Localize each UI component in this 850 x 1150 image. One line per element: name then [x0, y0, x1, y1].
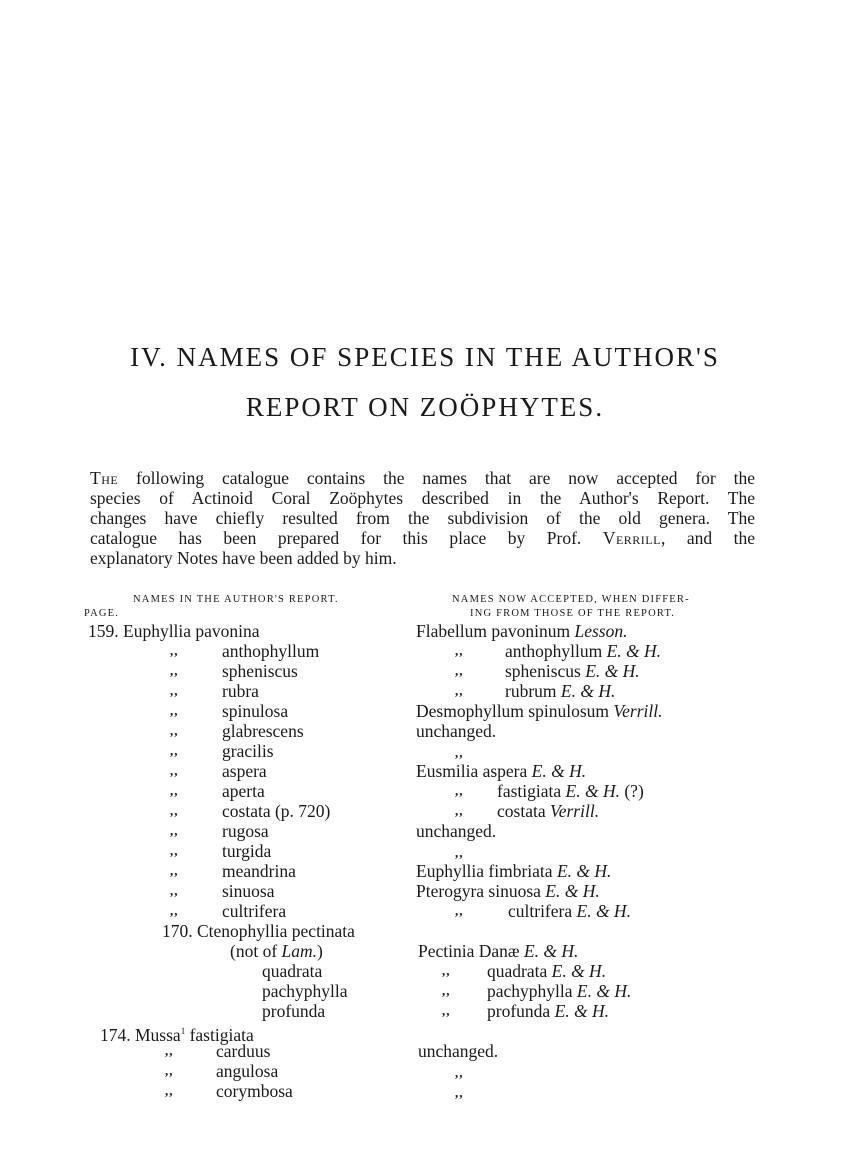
- species-name: Desmophyllum spinulosum: [416, 701, 614, 721]
- species-name: anthophyllum: [505, 641, 607, 661]
- intro-line-4-text-a: catalogue has been prepared for this place by Prof.: [90, 528, 603, 548]
- right-entry: [508, 901, 631, 921]
- ditto-mark: ,,: [165, 1043, 174, 1058]
- authority: E. & H.: [576, 981, 632, 1001]
- ditto-mark: ,,: [455, 845, 464, 860]
- ditto-mark: ,,: [170, 803, 179, 818]
- intro-line-2: species of Actinoid Coral Zoöphytes described in the Author's Report. The: [90, 488, 755, 508]
- right-entry: [418, 941, 578, 961]
- note-close: ): [317, 941, 323, 961]
- intro-paragraph: [90, 468, 755, 568]
- note-text: (not of: [230, 941, 282, 961]
- ditto-mark: ,,: [170, 783, 179, 798]
- ditto-mark: ,,: [455, 783, 464, 798]
- right-column-header-line-2: ING FROM THOSE OF THE REPORT.: [470, 608, 676, 619]
- ditto-mark: ,,: [170, 823, 179, 838]
- left-entry: corymbosa: [216, 1081, 293, 1101]
- species-name: Euphyllia fimbriata: [416, 861, 557, 881]
- ditto-mark: ,,: [170, 643, 179, 658]
- ditto-mark: ,,: [170, 883, 179, 898]
- ditto-mark: ,,: [170, 703, 179, 718]
- right-entry: [416, 761, 586, 781]
- left-entry: spinulosa: [222, 701, 289, 721]
- left-entry: profunda: [262, 1001, 326, 1021]
- authority: E. & H.: [545, 881, 600, 901]
- intro-line-1-text: following catalogue contains the names that are now accepted for the: [118, 468, 755, 488]
- species-name: Mussa: [135, 1024, 181, 1045]
- species-name: Pterogyra sinuosa: [416, 881, 546, 901]
- species-name: costata: [497, 801, 550, 821]
- left-entry: rugosa: [222, 821, 269, 841]
- species-name: cultrifera: [508, 901, 577, 921]
- authority: Verrill.: [549, 801, 600, 821]
- left-entry: gracilis: [222, 741, 274, 761]
- authority: E. & H.: [606, 641, 662, 661]
- page-number: 170.: [162, 921, 193, 941]
- ditto-mark: ,,: [442, 1003, 451, 1018]
- species-epithet: fastigiata: [185, 1024, 254, 1045]
- authority: E. & H.: [585, 661, 640, 681]
- intro-line-5: explanatory Notes have been added by him.: [90, 548, 397, 568]
- ditto-mark: ,,: [170, 763, 179, 778]
- left-entry: quadrata: [262, 961, 323, 981]
- ditto-mark: ,,: [170, 663, 179, 678]
- right-entry: [416, 861, 611, 881]
- ditto-mark: ,,: [455, 683, 464, 698]
- page-column-label: PAGE.: [84, 608, 120, 619]
- intro-line-4-text-c: , and the: [660, 528, 755, 548]
- ditto-mark: ,,: [170, 843, 179, 858]
- left-entry: meandrina: [222, 861, 296, 881]
- ditto-mark: ,,: [455, 903, 464, 918]
- ditto-mark: ,,: [455, 745, 464, 760]
- right-entry: unchanged.: [418, 1041, 499, 1061]
- right-entry: [505, 661, 640, 681]
- page-number: 174.: [100, 1024, 131, 1045]
- species-name: pachyphylla: [487, 981, 577, 1001]
- authority: E. & H.: [554, 1001, 610, 1021]
- left-entry: aperta: [222, 781, 265, 801]
- ditto-mark: ,,: [455, 643, 464, 658]
- intro-line-3: changes have chiefly resulted from the subdivision of the old genera. The: [90, 508, 755, 528]
- ditto-mark: ,,: [170, 743, 179, 758]
- left-entry: spheniscus: [222, 661, 298, 681]
- right-entry: [487, 981, 631, 1001]
- section-heading-line-2: REPORT ON ZOÖPHYTES.: [245, 392, 605, 422]
- query-mark: (?): [619, 781, 644, 801]
- right-entry: [487, 1001, 609, 1021]
- species-name: Ctenophyllia pectinata: [197, 921, 355, 941]
- left-entry: pachyphylla: [262, 981, 348, 1001]
- left-entry: rubra: [222, 681, 259, 701]
- ditto-mark: ,,: [455, 1085, 464, 1100]
- right-entry: [497, 781, 644, 801]
- left-entry: sinuosa: [222, 881, 275, 901]
- authority: E. & H.: [531, 761, 587, 781]
- species-name: rubrum: [505, 681, 561, 701]
- right-entry: [505, 641, 661, 661]
- right-entry: [416, 701, 662, 721]
- right-entry: [505, 681, 615, 701]
- left-column-header: NAMES IN THE AUTHOR'S REPORT.: [133, 594, 339, 605]
- right-entry: [497, 801, 599, 821]
- species-name: quadrata: [487, 961, 552, 981]
- ditto-mark: ,,: [442, 983, 451, 998]
- authority: E. & H.: [560, 681, 616, 701]
- authority: Lesson.: [574, 621, 628, 641]
- ditto-mark: ,,: [455, 1065, 464, 1080]
- left-entry: angulosa: [216, 1061, 279, 1081]
- left-entry: [88, 621, 260, 641]
- authority: E. & H.: [551, 961, 607, 981]
- intro-author-name: Verrill: [602, 528, 661, 548]
- left-entry: glabrescens: [222, 721, 304, 741]
- left-entry: [162, 921, 355, 941]
- section-heading-line-1: IV. NAMES OF SPECIES IN THE AUTHOR'S: [130, 342, 720, 372]
- left-entry: turgida: [222, 841, 272, 861]
- species-name: profunda: [487, 1001, 555, 1021]
- species-name: fastigiata: [497, 781, 566, 801]
- species-name: Flabellum pavoninum: [416, 621, 575, 641]
- right-entry: [416, 621, 627, 641]
- ditto-mark: ,,: [165, 1083, 174, 1098]
- authority: E. & H.: [556, 861, 612, 881]
- species-name: Eusmilia aspera: [416, 761, 532, 781]
- authority: E. & H.: [576, 901, 631, 921]
- ditto-mark: ,,: [170, 903, 179, 918]
- intro-line-1: [90, 468, 755, 488]
- species-name: Euphyllia pavonina: [123, 621, 260, 641]
- ditto-mark: ,,: [455, 803, 464, 818]
- footnote-marker: 1: [180, 1026, 186, 1036]
- left-entry: costata (p. 720): [222, 801, 331, 821]
- left-entry: cultrifera: [222, 901, 287, 921]
- right-entry: [487, 961, 606, 981]
- authority: E. & H.: [523, 941, 579, 961]
- ditto-mark: ,,: [170, 683, 179, 698]
- intro-drop-word: The: [90, 468, 119, 488]
- ditto-mark: ,,: [170, 723, 179, 738]
- left-entry: [230, 941, 323, 961]
- authority: E. & H.: [565, 781, 620, 801]
- right-entry: unchanged.: [416, 721, 497, 741]
- right-entry: unchanged.: [416, 821, 497, 841]
- left-entry: anthophyllum: [222, 641, 320, 661]
- species-name: Pectinia Danæ: [418, 941, 524, 961]
- left-entry: aspera: [222, 761, 267, 781]
- authority-abbrev: Lam.: [281, 941, 318, 961]
- page-number: 159.: [88, 621, 119, 641]
- ditto-mark: ,,: [165, 1063, 174, 1078]
- ditto-mark: ,,: [455, 663, 464, 678]
- right-entry: [416, 881, 600, 901]
- intro-line-4: [90, 528, 755, 548]
- left-entry: carduus: [216, 1041, 271, 1061]
- authority: Verrill.: [613, 701, 663, 721]
- ditto-mark: ,,: [170, 863, 179, 878]
- right-column-header-line-1: NAMES NOW ACCEPTED, WHEN DIFFER-: [452, 594, 690, 605]
- ditto-mark: ,,: [442, 963, 451, 978]
- species-name: spheniscus: [505, 661, 586, 681]
